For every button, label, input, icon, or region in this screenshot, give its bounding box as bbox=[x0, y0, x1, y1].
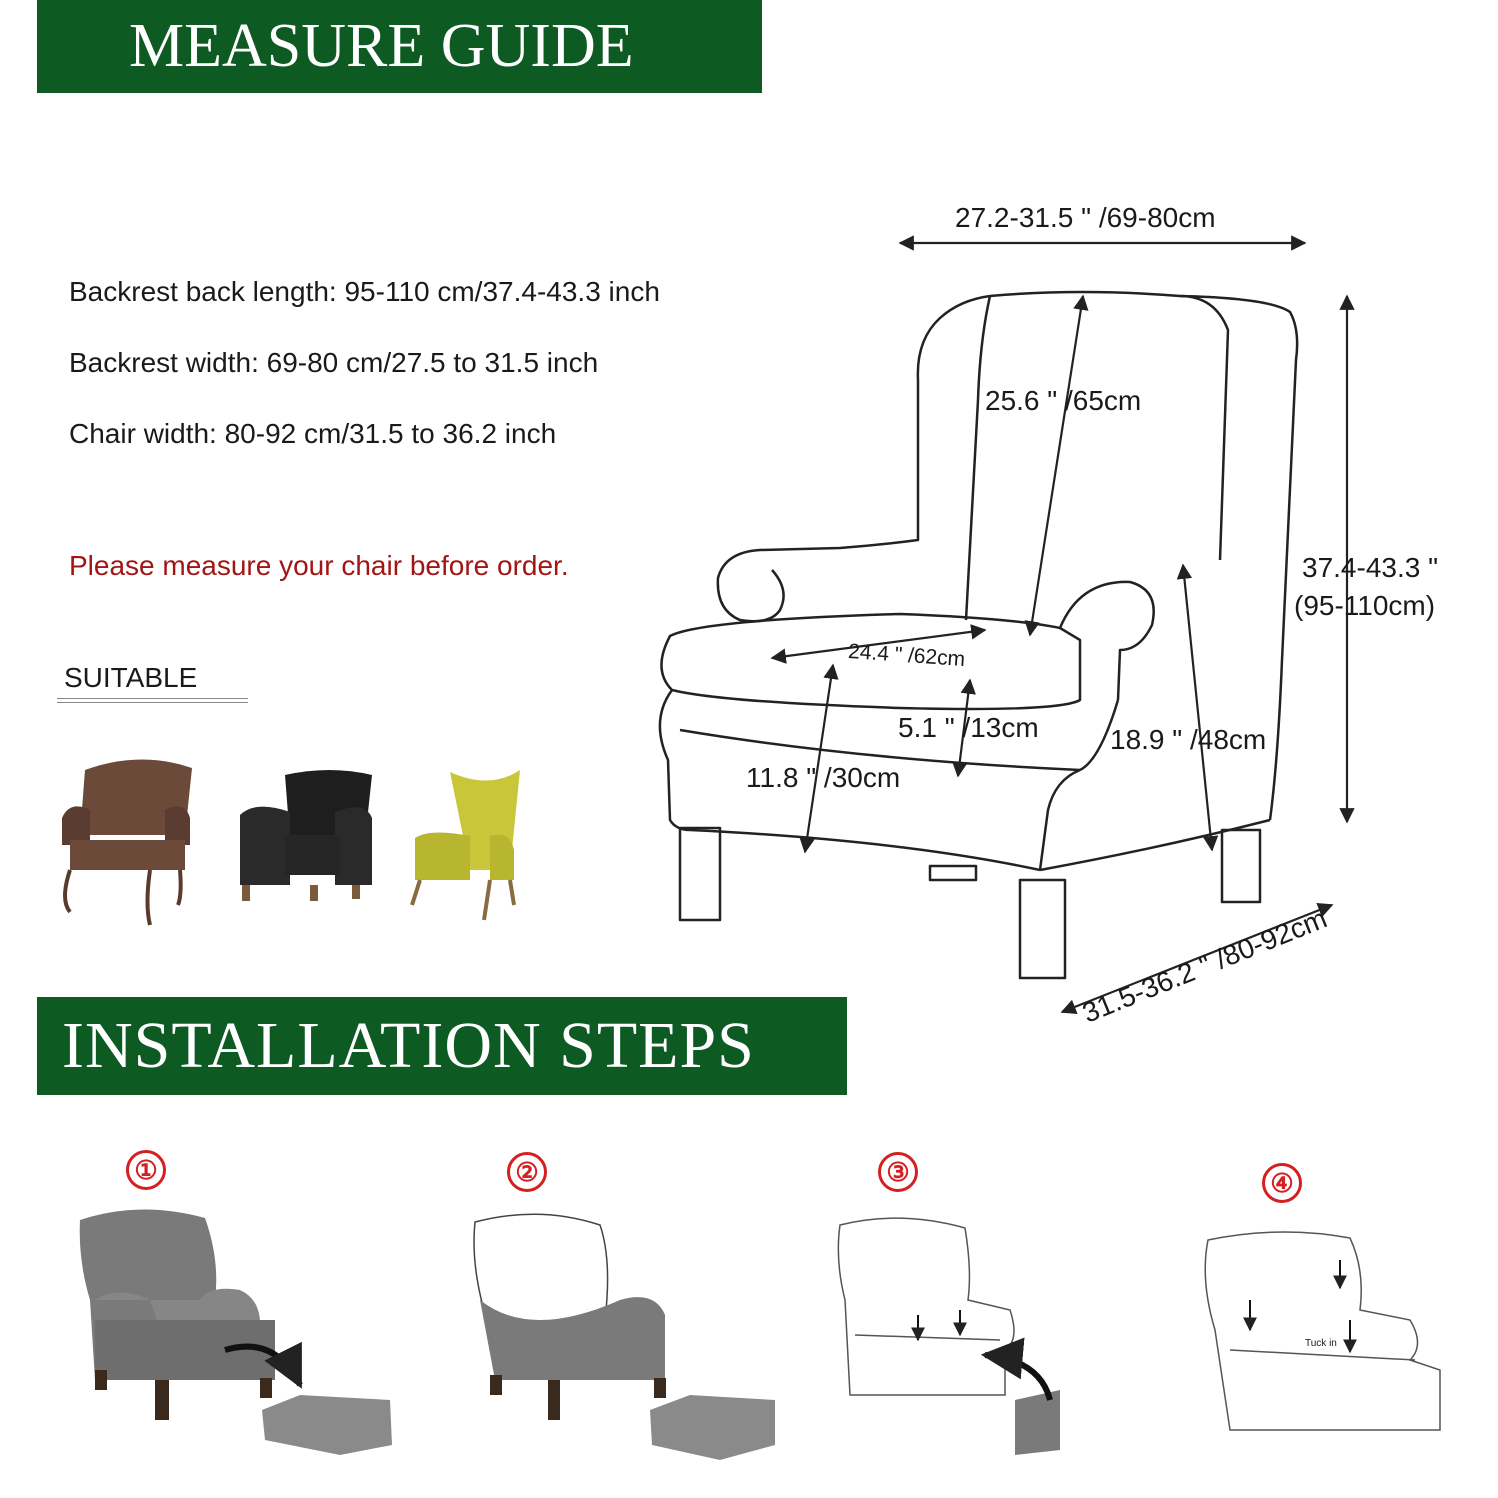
dim-chair-width: 31.5-36.2 " /80-92cm bbox=[1078, 902, 1332, 1029]
spec-chair-width: Chair width: 80-92 cm/31.5 to 36.2 inch bbox=[69, 418, 557, 449]
wingback-chair-diagram bbox=[660, 292, 1297, 978]
step4-illustration bbox=[1205, 1232, 1440, 1430]
suitable-chair-black bbox=[240, 770, 372, 901]
dim-seat-height: 11.8 " /30cm bbox=[746, 762, 901, 793]
suitable-label: SUITABLE bbox=[64, 662, 198, 693]
step-2-number: ② bbox=[507, 1152, 547, 1192]
dim-seat-depth: 24.4 " /62cm bbox=[847, 639, 966, 672]
step-4-number: ④ bbox=[1262, 1163, 1302, 1203]
step4-tuck-in-label: Tuck in bbox=[1305, 1338, 1337, 1349]
step3-illustration bbox=[838, 1218, 1060, 1455]
dim-total-height-inch: 37.4-43.3 " bbox=[1302, 552, 1439, 583]
arrow-arm-height bbox=[1183, 565, 1212, 850]
suitable-chair-brown bbox=[62, 759, 192, 925]
installation-steps-title: INSTALLATION STEPS bbox=[62, 1009, 755, 1082]
dim-arm-height: 18.9 " /48cm bbox=[1110, 724, 1267, 755]
arrow-seat-height bbox=[805, 665, 833, 852]
step-1-number: ① bbox=[126, 1150, 166, 1190]
dim-back-height: 25.6 " /65cm bbox=[985, 385, 1142, 416]
dim-cushion: 5.1 " /13cm bbox=[898, 712, 1039, 743]
spec-backrest-width: Backrest width: 69-80 cm/27.5 to 31.5 inch bbox=[69, 347, 599, 378]
step2-illustration bbox=[474, 1214, 775, 1460]
arrow-back-height bbox=[1030, 296, 1083, 635]
step1-illustration bbox=[80, 1209, 392, 1455]
measure-guide-title: MEASURE GUIDE bbox=[129, 12, 634, 80]
spec-backrest-length: Backrest back length: 95-110 cm/37.4-43.3 inch bbox=[69, 276, 660, 307]
suitable-chair-yellow bbox=[412, 770, 520, 920]
dim-total-height-cm: (95-110cm) bbox=[1294, 590, 1436, 621]
step-3-number: ③ bbox=[878, 1152, 918, 1192]
dim-top-width: 27.2-31.5 " /69-80cm bbox=[955, 202, 1216, 233]
measure-note: Please measure your chair before order. bbox=[69, 550, 569, 581]
